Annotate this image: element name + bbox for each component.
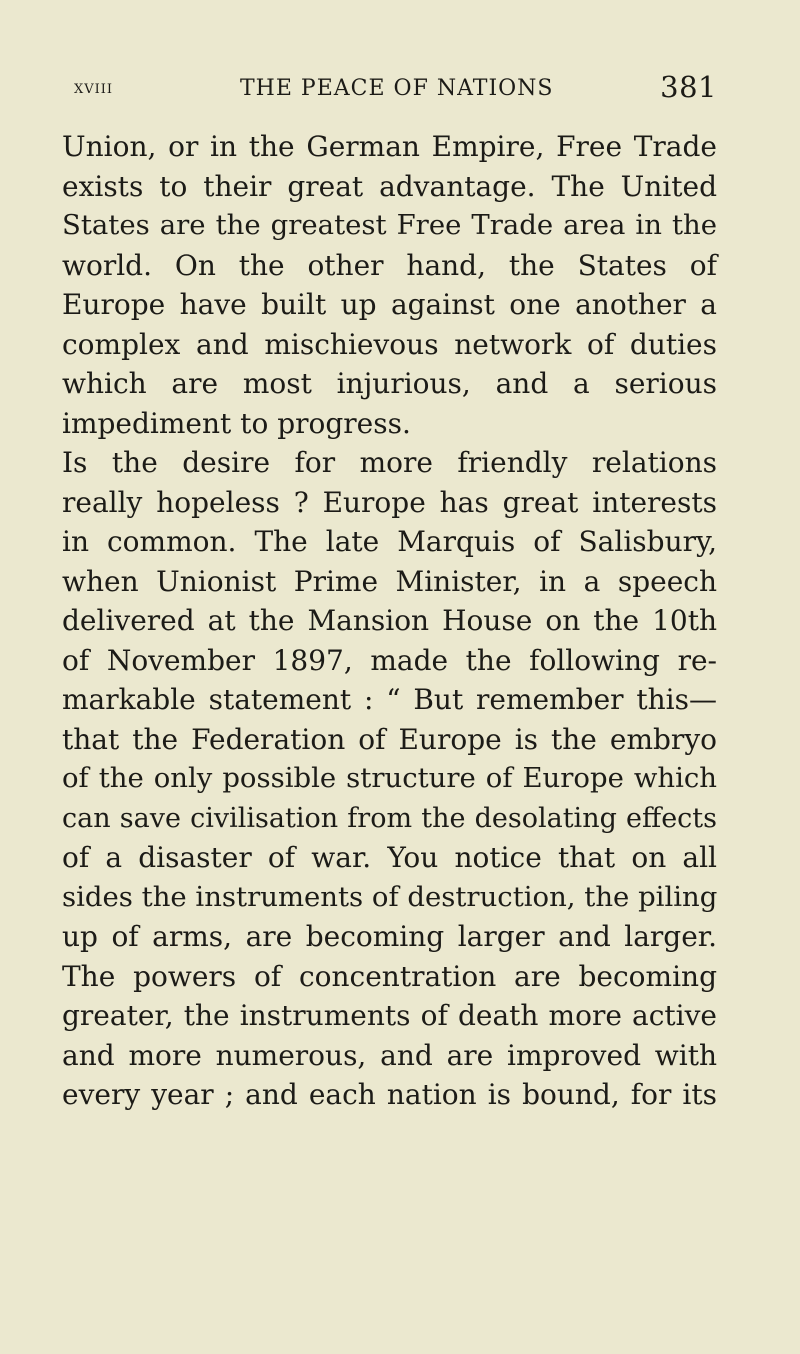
text-line: that the Federation of Europe is the embryo — [62, 722, 717, 756]
body-text — [62, 127, 717, 1115]
text-line: when Unionist Prime Minister, in a speech — [62, 564, 717, 598]
chapter-number: xviii — [74, 76, 114, 98]
text-line: world. On the other hand, the States of — [62, 248, 717, 282]
running-head — [62, 62, 717, 112]
text-line: in common. The late Marquis of Salisbury, — [62, 525, 717, 558]
text-line: of the only possible structure of Europe which — [62, 762, 717, 794]
running-title: THE PEACE OF NATIONS — [240, 76, 554, 101]
text-line: Union, or in the German Empire, Free Trade — [62, 130, 717, 163]
text-line: every year ; and each nation is bound, for its — [62, 1078, 717, 1111]
text-line: impediment to progress. — [62, 406, 411, 440]
text-line: of a disaster of war. You notice that on all — [62, 841, 717, 874]
text-line: Europe have built up against one another a — [62, 288, 717, 321]
page-number: 381 — [660, 70, 717, 104]
text-line: complex and mischievous network of duties — [62, 327, 717, 361]
text-line: sides the instruments of destruction, the piling — [62, 880, 718, 913]
text-line: and more numerous, and are improved with — [62, 1038, 717, 1072]
text-line: The powers of concentration are becoming — [62, 959, 717, 993]
text-line: can save civilisation from the desolating effects — [62, 802, 717, 834]
text-line: which are most injurious, and a serious — [62, 367, 717, 400]
text-line: greater, the instruments of death more active — [62, 999, 717, 1032]
text-line: of November 1897, made the following re- — [62, 643, 717, 677]
text-line: Is the desire for more friendly relations — [62, 446, 717, 479]
text-line: really hopeless ? Europe has great interests — [62, 485, 717, 519]
text-line: markable statement : “ But remember this— — [62, 683, 717, 716]
text-line: delivered at the Mansion House on the 10th — [62, 604, 717, 637]
text-line: exists to their great advantage. The United — [62, 169, 717, 203]
text-line: States are the greatest Free Trade area in the — [62, 209, 717, 241]
text-line: up of arms, are becoming larger and larger. — [62, 920, 717, 953]
